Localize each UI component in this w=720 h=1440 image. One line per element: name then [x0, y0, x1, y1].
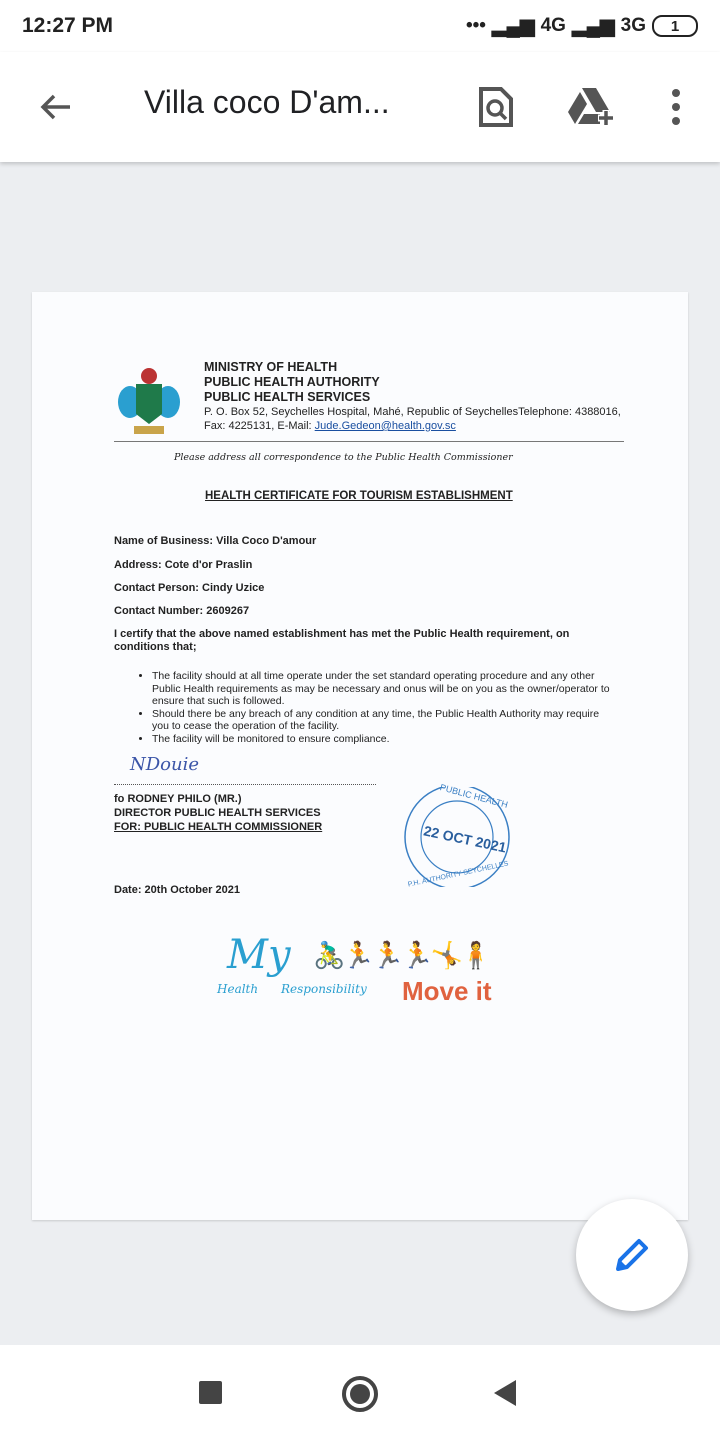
- issue-date: Date: 20th October 2021: [114, 884, 240, 896]
- app-bar: [0, 52, 720, 162]
- signer-title: DIRECTOR PUBLIC HEALTH SERVICES: [114, 807, 321, 819]
- coat-of-arms-logo: [114, 362, 184, 442]
- services-name: PUBLIC HEALTH SERVICES: [204, 390, 371, 404]
- logo-my: My: [227, 932, 291, 978]
- address-block: [204, 405, 624, 433]
- network-4g: 4G: [540, 15, 566, 36]
- signal-icon: ▂▄▆: [571, 15, 615, 37]
- signature: NDouie: [130, 754, 200, 775]
- contact-person: Contact Person: Cindy Uzice: [114, 582, 265, 594]
- document-page: [32, 292, 688, 1220]
- letterhead: [204, 360, 380, 405]
- official-stamp: [397, 782, 527, 889]
- more-vert-icon[interactable]: [668, 88, 684, 131]
- business-name: Name of Business: Villa Coco D'amour: [114, 535, 317, 547]
- stamp-date: 22 OCT 2021: [422, 822, 508, 856]
- conditions-list: [132, 670, 617, 745]
- stamp-top-text: PUBLIC HEALTH: [438, 782, 509, 810]
- time: 12:27 PM: [22, 14, 114, 37]
- authority-name: PUBLIC HEALTH AUTHORITY: [204, 375, 380, 389]
- signer-block: [114, 792, 322, 834]
- certificate-title: HEALTH CERTIFICATE FOR TOURISM ESTABLISHMENT: [205, 490, 513, 502]
- logo-health: Health: [217, 982, 259, 996]
- correspondence-note: Please address all correspondence to the Public Health Commissioner: [174, 452, 513, 463]
- logo-responsibility: Responsibility: [281, 982, 367, 996]
- move-it-campaign-logo: [217, 932, 507, 1012]
- battery-icon: 1: [652, 15, 698, 37]
- signal-icon: ▂▄▆: [491, 15, 535, 37]
- back-arrow-icon[interactable]: [36, 87, 76, 127]
- home-button[interactable]: [342, 1376, 378, 1412]
- more-dots-icon: •••: [465, 15, 486, 36]
- status-bar: [0, 0, 720, 52]
- divider: [114, 441, 624, 442]
- back-button[interactable]: [494, 1380, 516, 1406]
- signer-for: FOR: PUBLIC HEALTH COMMISSIONER: [114, 821, 323, 833]
- signature-line: [114, 784, 376, 785]
- edit-fab-button[interactable]: [576, 1199, 688, 1311]
- contact-number: Contact Number: 2609267: [114, 605, 250, 617]
- figures-icon: 🚴‍♂️🏃🏃🏃🤸🧍: [313, 940, 490, 970]
- email-link[interactable]: Jude.Gedeon@health.gov.sc: [314, 420, 456, 432]
- signer-name: fo RODNEY PHILO (MR.): [114, 793, 242, 805]
- pencil-icon: [612, 1235, 652, 1275]
- condition-item: • The facility should at all time operate under the set standard operating procedure and any other Public Health requirements as may be necessary and onus will be on you as the owner/operator to ensure that such is followed.: [152, 670, 617, 708]
- condition-item: • Should there be any breach of any condition at any time, the Public Health Authority may require you to cease the operation of the facility.: [152, 708, 617, 733]
- certify-statement: I certify that the above named establishment has met the Public Health requirement, on conditions that;: [114, 628, 570, 653]
- address-text: P. O. Box 52, Seychelles Hospital, Mahé, Republic of SeychellesTelephone: 4388016, Fax: 4225131, E-Mail:: [204, 406, 621, 432]
- condition-item: • The facility will be monitored to ensure compliance.: [152, 733, 617, 746]
- ministry-name: MINISTRY OF HEALTH: [204, 360, 338, 374]
- network-3g: 3G: [620, 15, 646, 36]
- stamp-bottom-text: P.H. AUTHORITY SEYCHELLES: [407, 860, 510, 889]
- business-address: Address: Cote d'or Praslin: [114, 559, 253, 571]
- add-to-drive-icon[interactable]: [568, 86, 616, 133]
- system-nav-bar: [0, 1345, 720, 1440]
- find-in-page-icon[interactable]: [478, 86, 514, 133]
- document-title: Villa coco D'am...: [144, 84, 390, 120]
- logo-move-it: Move it: [402, 976, 492, 1006]
- recents-button[interactable]: [199, 1381, 222, 1404]
